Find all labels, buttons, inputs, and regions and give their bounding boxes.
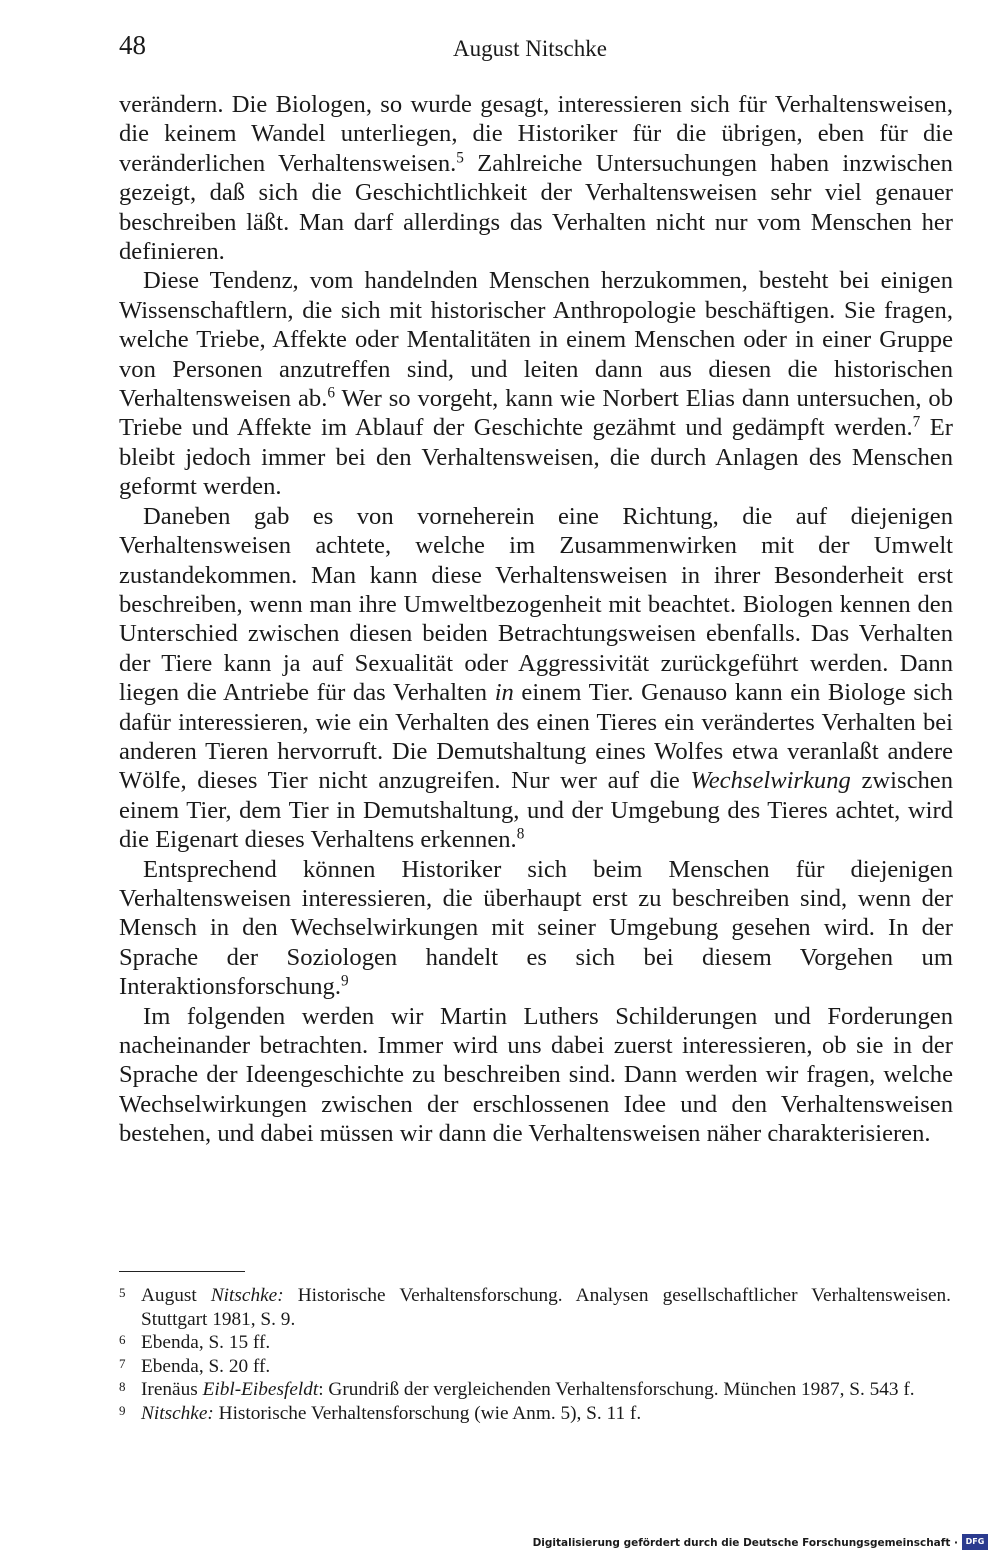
footnote-ref-5[interactable]: 5 (456, 149, 464, 167)
paragraph-4 (119, 855, 953, 1002)
footnote-ref-6[interactable]: 6 (327, 384, 335, 402)
footnote-text: Ebenda, S. 20 ff. (141, 1355, 271, 1377)
emphasis: Wechselwirkung (690, 767, 851, 795)
text-run: Er bleibt jedoch immer bei den Verhaltensweisen, die durch Anlagen des Menschen geformt werden. (119, 414, 953, 501)
footnote-text: Historische Verhaltensforschung. Analysen gesellschaftlicher Verhaltensweisen. Stuttgart 1981, S. 9. (141, 1285, 951, 1330)
running-head: August Nitschke (453, 36, 607, 61)
author-name: Eibl-Eibesfeldt (202, 1379, 319, 1400)
footnote-mark: 5 (119, 1285, 126, 1300)
text-run: einem Tier. Genauso kann ein Biologe sich dafür interessieren, wie ein Verhalten des einen Tieres ein verändertes Verhalten bei anderen Tieren hervorruft. Die Demutshaltung eines Wolfes etwa veranlaßt andere Wölfe, dieses Tier nicht anzugreifen. Nur wer auf die (119, 679, 953, 795)
footnote-text: Irenäus (141, 1379, 203, 1400)
paragraph-3 (119, 502, 953, 855)
footnote-text: August (141, 1285, 211, 1306)
author-name: Nitschke: (210, 1285, 284, 1306)
footnote-mark: 6 (119, 1332, 126, 1347)
text-run: Entsprechend können Historiker sich beim Menschen für diejenigen Verhaltensweisen interessieren, die überhaupt erst zu beschreiben sind, wenn der Mensch in den Wechselwirkungen mit seiner Umgebung gesehen wird. In der Sprache der Soziologen handelt es sich bei diesem Vorgehen um Interaktionsforschung. (119, 855, 953, 1001)
footnote-5 (119, 1284, 951, 1331)
footnote-mark: 8 (119, 1379, 126, 1394)
text-run: Wer so vorgeht, kann wie Norbert Elias dann untersuchen, ob Triebe und Affekte im Ablauf der Geschichte gezähmt und gedämpft werden. (119, 385, 954, 442)
text-run: Diese Tendenz, vom handelnden Menschen herzukommen, besteht bei einigen Wissenschaftlern, die sich mit historischer Anthropologie beschäftigen. Sie fragen, welche Triebe, Affekte oder Mentalitäten in einem Menschen oder in einer Gruppe von Personen anzutreffen sind, und leiten dann aus diesen die historischen Verhaltensweisen ab. (119, 267, 953, 413)
paragraph-2 (119, 266, 953, 501)
footnote-8 (119, 1378, 951, 1402)
footnote-7 (119, 1355, 951, 1379)
footnote-9 (119, 1402, 951, 1426)
footnote-ref-8[interactable]: 8 (516, 825, 525, 843)
text-run: Daneben gab es von vorneherein eine Richtung, die auf diejenigen Verhaltensweisen achtete, welche im Zusammenwirken mit der Umwelt zustandekommen. Man kann diese Verhaltensweisen in ihrer Besonderheit erst beschreiben, wenn man ihre Umweltbezogenheit mit beachtet. Biologen kennen den Unterschied zwischen diesen beiden Betrachtungsweisen ebenfalls. Das Verhalten der Tiere kann ja auf Sexualität oder Aggressivität zurückgeführt werden. Dann liegen die Antriebe für das Verhalten (119, 502, 953, 707)
footnote-text: : Grundriß der vergleichenden Verhaltensforschung. München 1987, S. 543 f. (318, 1379, 915, 1400)
text-run: zwischen einem Tier, dem Tier in Demutshaltung, und der Umgebung des Tieres achtet, wird die Eigenart dieses Verhaltens erkennen. (119, 767, 954, 854)
footnote-divider (119, 1271, 245, 1272)
paragraph-1 (119, 90, 953, 266)
dfg-logo-icon: DFG (962, 1534, 988, 1550)
emphasis: in (494, 679, 514, 707)
footnote-ref-7[interactable]: 7 (912, 414, 921, 432)
footnotes (119, 1284, 951, 1425)
digitization-credit: Digitalisierung gefördert durch die Deutsche Forschungsgemeinschaft · (532, 1537, 958, 1549)
author-name: Nitschke: (141, 1402, 214, 1424)
text-run: Im folgenden werden wir Martin Luthers Schilderungen und Forderungen nacheinander betrachten. Immer wird uns dabei zuerst interessieren, ob sie in der Sprache der Ideengeschichte zu beschreiben sind. Dann werden wir fragen, welche Wechselwirkungen zwischen der erschlossenen Idee und den Verhaltensweisen bestehen, und dabei müssen wir dann die Verhaltensweisen näher charakterisieren. (119, 1002, 953, 1148)
footnote-ref-9[interactable]: 9 (340, 972, 349, 990)
footnote-6 (119, 1331, 951, 1355)
footnote-mark: 7 (119, 1355, 126, 1371)
text-run: verändern. Die Biologen, so wurde gesagt, interessieren sich für Verhaltensweisen, die keinem Wandel unterliegen, die Historiker für die übrigen, eben für die veränderlichen Verhaltensweisen. (119, 91, 953, 177)
body-text (119, 90, 953, 1149)
footnote-text: Ebenda, S. 15 ff. (141, 1332, 271, 1353)
page-number: 48 (119, 30, 146, 60)
text-run: Zahlreiche Untersuchungen haben inzwischen gezeigt, daß sich die Geschichtlichkeit der Verhaltensweisen sehr viel genauer beschreiben läßt. Man darf allerdings das Verhalten nicht nur vom Menschen her definieren. (119, 149, 953, 266)
footnote-mark: 9 (119, 1402, 126, 1418)
paragraph-5 (119, 1002, 953, 1149)
footnote-text: Historische Verhaltensforschung (wie Anm. 5), S. 11 f. (213, 1402, 642, 1424)
